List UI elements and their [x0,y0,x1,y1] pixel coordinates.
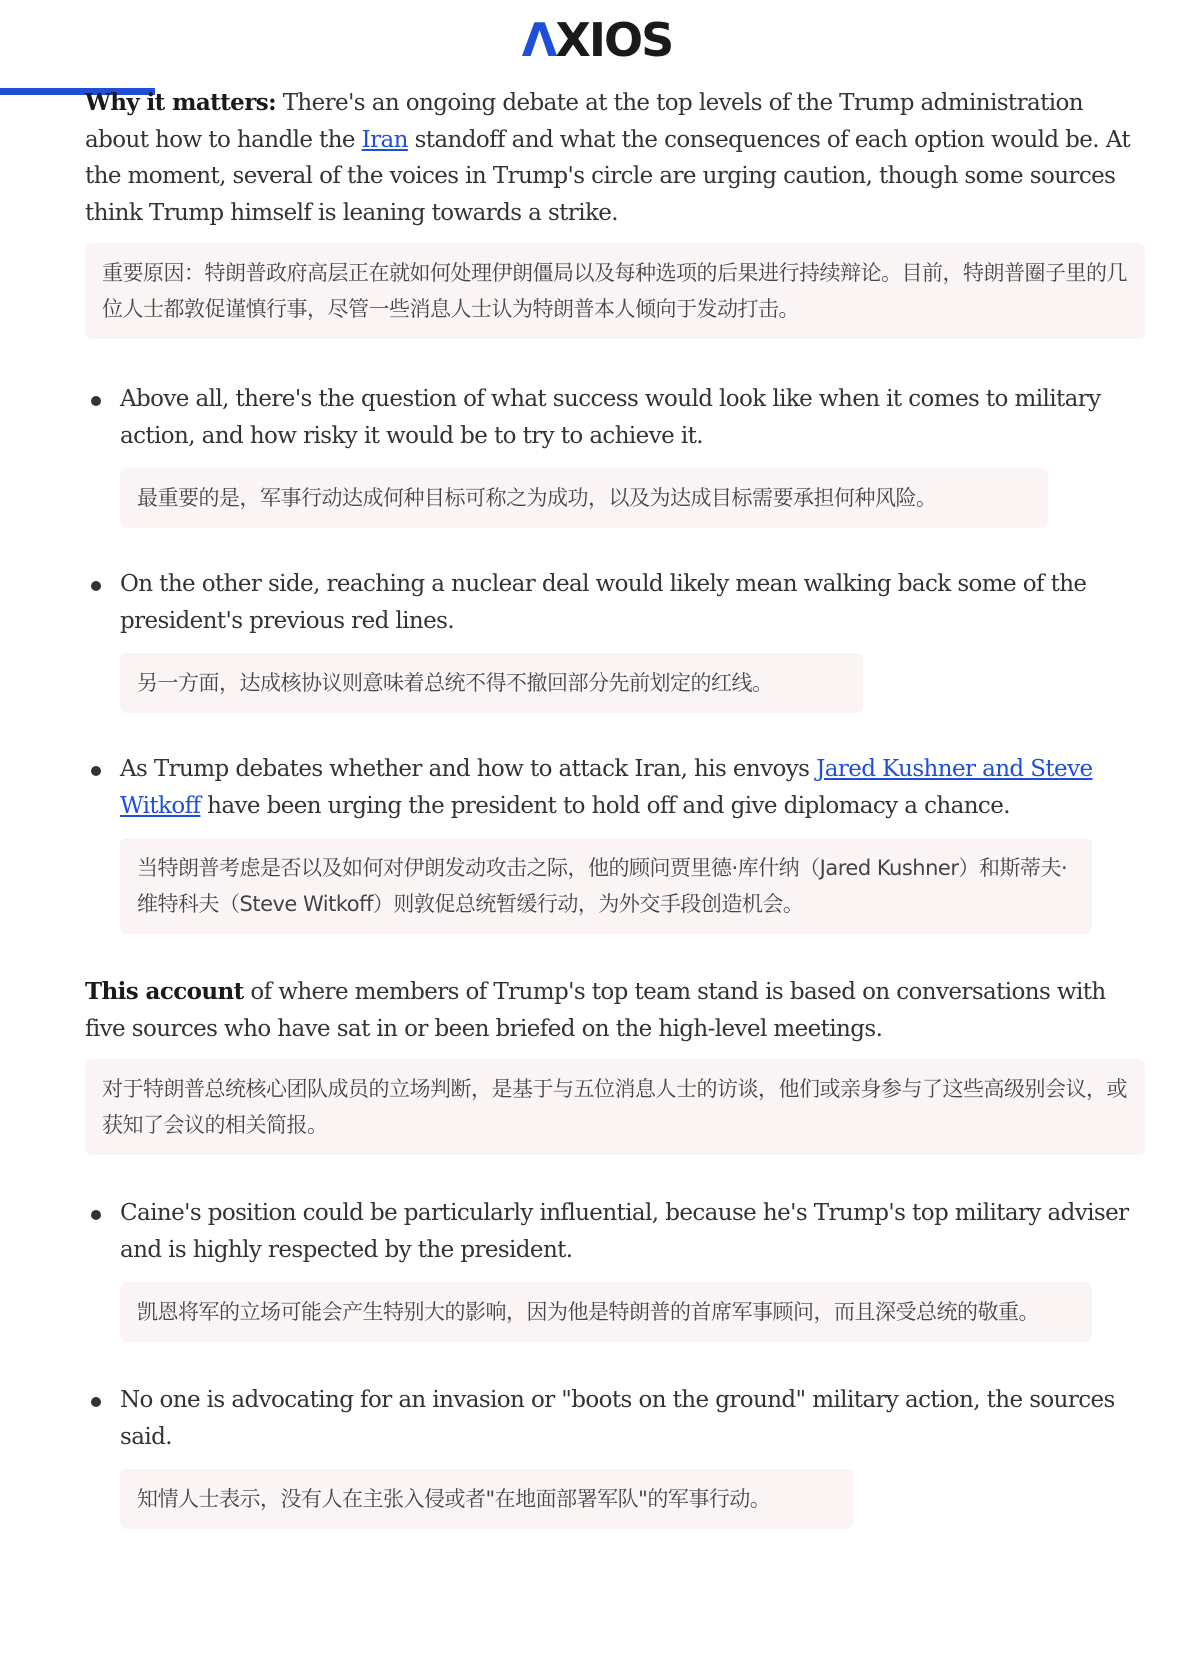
this-account-translation: 对于特朗普总统核心团队成员的立场判断，是基于与五位消息人士的访谈，他们或亲身参与了这些高级别会议，或获知了会议的相关简报。 [85,1059,1145,1155]
site-header [0,0,1194,82]
axios-logo[interactable] [0,12,1194,68]
list-item [85,1195,1145,1342]
why-it-matters-translation: 重要原因：特朗普政府高层正在就如何处理伊朗僵局以及每种选项的后果进行持续辩论。目前，特朗普圈子里的几位人士都敦促谨慎行事，尽管一些消息人士认为特朗普本人倾向于发动打击。 [85,243,1145,339]
iran-link[interactable]: Iran [361,126,408,153]
this-account-block [85,974,1145,1155]
bullet-translation: 另一方面，达成核协议则意味着总统不得不撤回部分先前划定的红线。 [120,653,863,713]
bullet-dot [91,396,101,406]
bullet-text: On the other side, reaching a nuclear deal would likely mean walking back some of the president's previous red lines. [120,571,1087,634]
bullet-translation: 凯恩将军的立场可能会产生特别大的影响，因为他是特朗普的首席军事顾问，而且深受总统的敬重。 [120,1282,1092,1342]
bullet-translation: 最重要的是，军事行动达成何种目标可称之为成功，以及为达成目标需要承担何种风险。 [120,468,1048,528]
this-account-paragraph [85,974,1145,1047]
bullet-dot [91,766,101,776]
this-account-text: of where members of Trump's top team stand is based on conversations with five sources who have sat in or been briefed on the high-level meetings. [85,979,1106,1042]
bullet-text: Above all, there's the question of what success would look like when it comes to military action, and how risky it would be to try to achieve it. [120,386,1101,449]
article-body [85,85,1145,1529]
bullet-dot [91,1210,101,1220]
bullet-text-after: have been urging the president to hold off and give diplomacy a chance. [200,792,1010,819]
why-text-before: There's an ongoing debate at the top levels of the Trump administration about how to handle the [85,90,1083,153]
logo-text: XIOS [555,13,673,67]
list-item [85,751,1145,934]
bullet-translation: 知情人士表示，没有人在主张入侵或者"在地面部署军队"的军事行动。 [120,1469,853,1529]
why-it-matters-block [85,85,1145,339]
bullet-text: Caine's position could be particularly influential, because he's Trump's top military adviser and is highly respected by the president. [120,1200,1129,1263]
why-text-after: standoff and what the consequences of each option would be. At the moment, several of the voices in Trump's circle are urging caution, though some sources think Trump himself is leaning towards a strike. [85,126,1130,226]
bullet-dot [91,1397,101,1407]
bullet-text-before: As Trump debates whether and how to attack Iran, his envoys [120,756,817,782]
list-item [85,1382,1145,1529]
list-item [85,381,1145,528]
bullet-dot [91,581,101,591]
bullet-text [120,751,1145,824]
logo-accent: Λ [521,13,556,67]
kushner-witkoff-link[interactable]: Jared Kushner and Steve Witkoff [120,756,1093,819]
this-account-label: This account [85,978,244,1005]
bullet-translation: 当特朗普考虑是否以及如何对伊朗发动攻击之际，他的顾问贾里德·库什纳（Jared Kushner）和斯蒂夫·维特科夫（Steve Witkoff）则敦促总统暂缓行动，为外交手段创造机会。 [120,838,1092,934]
why-it-matters-label: Why it matters: [85,89,276,116]
bullet-text: No one is advocating for an invasion or "boots on the ground" military action, the sources said. [120,1387,1115,1450]
why-it-matters-paragraph [85,85,1145,231]
list-item [85,566,1145,713]
